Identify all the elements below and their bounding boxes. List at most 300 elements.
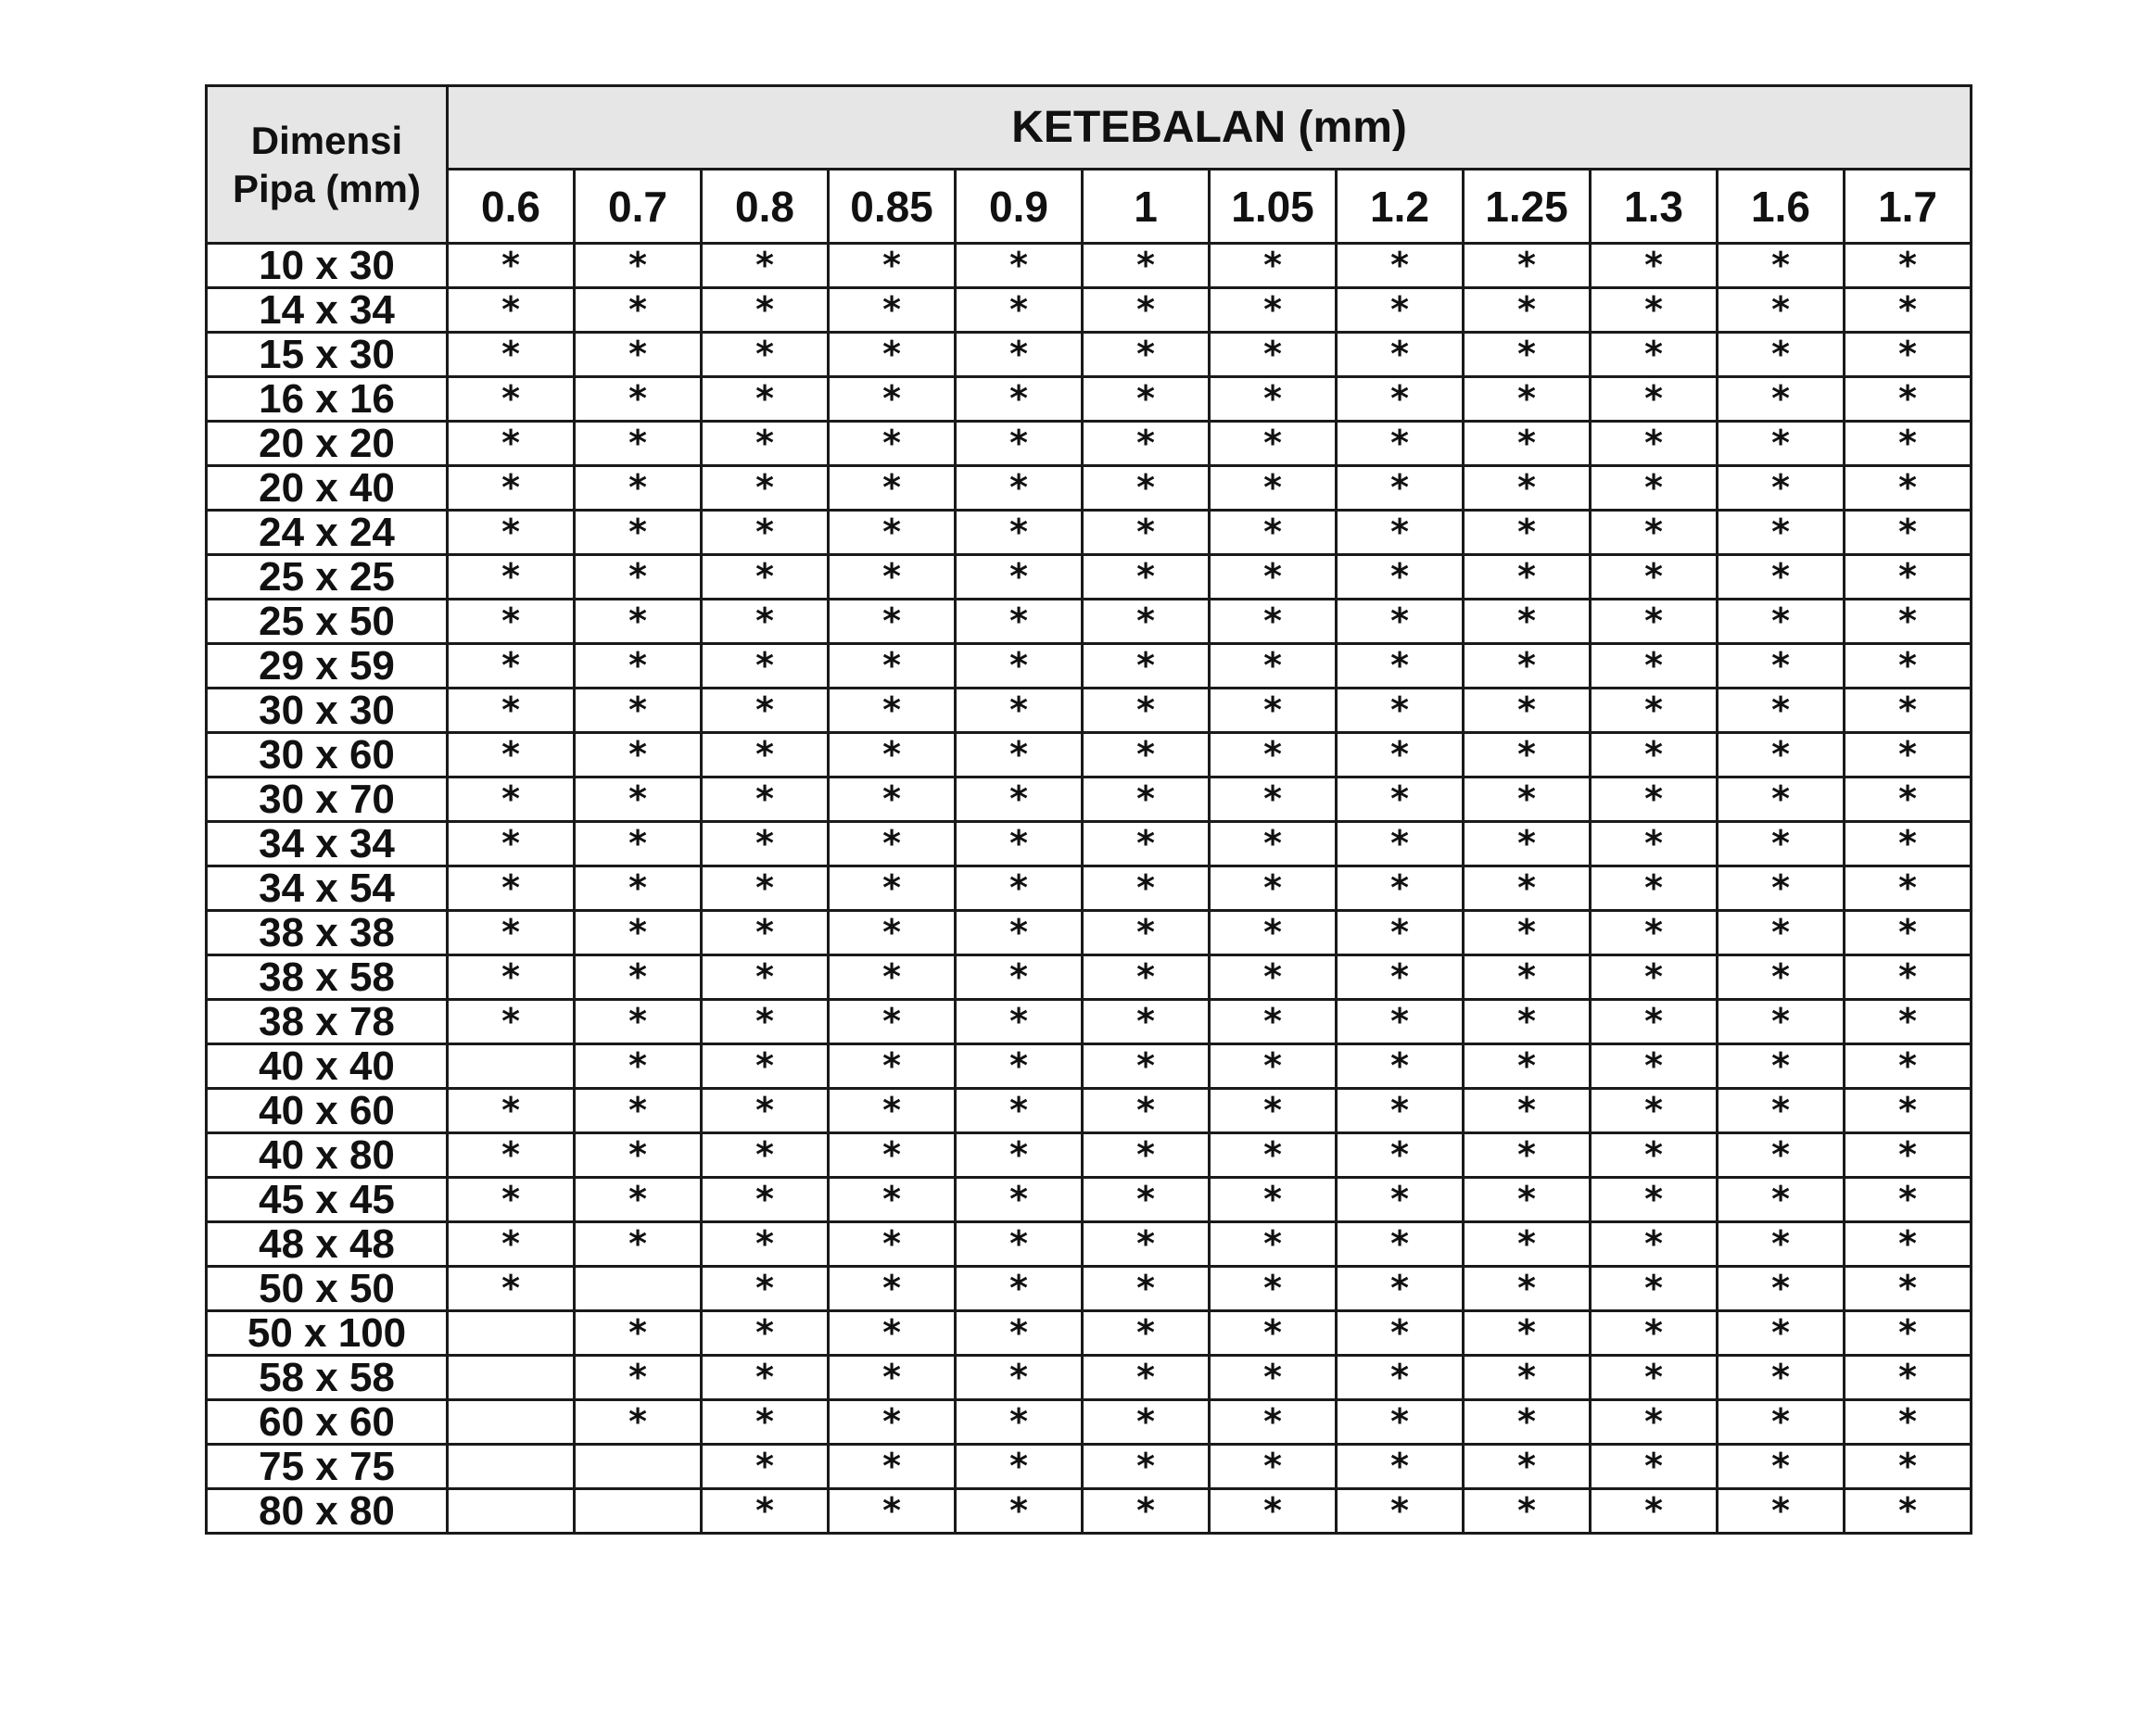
- empty-cell: [448, 1489, 575, 1534]
- availability-mark-cell: *: [1083, 1089, 1210, 1133]
- availability-mark-cell: *: [1591, 1267, 1718, 1311]
- availability-mark-cell: *: [956, 511, 1083, 555]
- availability-mark-cell: *: [575, 1178, 702, 1222]
- availability-mark-cell: *: [1718, 1133, 1845, 1178]
- availability-mark-cell: *: [702, 733, 829, 777]
- availability-mark-cell: *: [1591, 1222, 1718, 1267]
- availability-mark-cell: *: [1210, 955, 1337, 1000]
- availability-mark-cell: *: [956, 777, 1083, 822]
- availability-mark-cell: *: [1718, 1089, 1845, 1133]
- availability-mark-cell: *: [829, 1267, 956, 1311]
- availability-mark-cell: *: [448, 689, 575, 733]
- availability-mark-cell: *: [1591, 1178, 1718, 1222]
- availability-mark-cell: *: [1337, 689, 1464, 733]
- availability-mark-cell: *: [1591, 1489, 1718, 1534]
- availability-mark-cell: *: [1210, 377, 1337, 422]
- availability-mark-cell: *: [1337, 1000, 1464, 1044]
- availability-mark-cell: *: [1337, 244, 1464, 288]
- availability-mark-cell: *: [1718, 1222, 1845, 1267]
- availability-mark-cell: *: [1464, 1400, 1591, 1445]
- availability-mark-cell: *: [1845, 333, 1972, 377]
- dimension-cell: 14 x 34: [207, 288, 448, 333]
- availability-mark-cell: *: [1337, 866, 1464, 911]
- table-body: [207, 244, 1972, 1534]
- dimension-cell: 75 x 75: [207, 1445, 448, 1489]
- table-row: [207, 377, 1972, 422]
- availability-mark-cell: *: [1210, 555, 1337, 600]
- table-row: [207, 1222, 1972, 1267]
- availability-mark-cell: *: [1845, 911, 1972, 955]
- availability-mark-cell: *: [448, 1267, 575, 1311]
- availability-mark-cell: *: [1337, 1489, 1464, 1534]
- availability-mark-cell: *: [1464, 1267, 1591, 1311]
- availability-mark-cell: *: [575, 777, 702, 822]
- availability-mark-cell: *: [1845, 1356, 1972, 1400]
- availability-mark-cell: *: [1464, 777, 1591, 822]
- availability-mark-cell: *: [1210, 1311, 1337, 1356]
- table-row: [207, 1400, 1972, 1445]
- availability-mark-cell: *: [1591, 555, 1718, 600]
- empty-cell: [448, 1445, 575, 1489]
- availability-mark-cell: *: [1337, 733, 1464, 777]
- availability-mark-cell: *: [1210, 1089, 1337, 1133]
- availability-mark-cell: *: [702, 1311, 829, 1356]
- availability-mark-cell: *: [829, 1000, 956, 1044]
- availability-mark-cell: *: [1083, 600, 1210, 644]
- availability-mark-cell: *: [829, 244, 956, 288]
- availability-mark-cell: *: [1464, 1445, 1591, 1489]
- availability-mark-cell: *: [1591, 600, 1718, 644]
- availability-mark-cell: *: [702, 333, 829, 377]
- availability-mark-cell: *: [1337, 600, 1464, 644]
- table-row: [207, 955, 1972, 1000]
- dimension-cell: 45 x 45: [207, 1178, 448, 1222]
- availability-mark-cell: *: [1337, 822, 1464, 866]
- availability-mark-cell: *: [702, 466, 829, 511]
- table-row: [207, 911, 1972, 955]
- availability-mark-cell: *: [1083, 911, 1210, 955]
- availability-mark-cell: *: [702, 822, 829, 866]
- availability-mark-cell: *: [829, 822, 956, 866]
- availability-mark-cell: *: [829, 1489, 956, 1534]
- availability-mark-cell: *: [702, 777, 829, 822]
- availability-mark-cell: *: [575, 1356, 702, 1400]
- empty-cell: [448, 1044, 575, 1089]
- header-row-main: [207, 86, 1972, 170]
- availability-mark-cell: *: [448, 466, 575, 511]
- availability-mark-cell: *: [1464, 244, 1591, 288]
- availability-mark-cell: *: [575, 555, 702, 600]
- dimension-cell: 30 x 70: [207, 777, 448, 822]
- availability-mark-cell: *: [1718, 244, 1845, 288]
- availability-mark-cell: *: [1845, 1445, 1972, 1489]
- availability-mark-cell: *: [1083, 689, 1210, 733]
- availability-mark-cell: *: [829, 1445, 956, 1489]
- availability-mark-cell: *: [1464, 511, 1591, 555]
- availability-mark-cell: *: [448, 288, 575, 333]
- availability-mark-cell: *: [448, 1089, 575, 1133]
- availability-mark-cell: *: [1591, 511, 1718, 555]
- availability-mark-cell: *: [1845, 733, 1972, 777]
- availability-mark-cell: *: [1845, 466, 1972, 511]
- availability-mark-cell: *: [702, 555, 829, 600]
- availability-mark-cell: *: [956, 1178, 1083, 1222]
- availability-mark-cell: *: [1718, 1267, 1845, 1311]
- availability-mark-cell: *: [1337, 377, 1464, 422]
- availability-mark-cell: *: [956, 1044, 1083, 1089]
- dimension-cell: 20 x 40: [207, 466, 448, 511]
- availability-mark-cell: *: [1718, 333, 1845, 377]
- availability-mark-cell: *: [575, 866, 702, 911]
- availability-mark-cell: *: [1083, 1311, 1210, 1356]
- table-row: [207, 1356, 1972, 1400]
- availability-mark-cell: *: [1210, 866, 1337, 911]
- availability-mark-cell: *: [575, 333, 702, 377]
- availability-mark-cell: *: [1083, 1133, 1210, 1178]
- availability-mark-cell: *: [1210, 1445, 1337, 1489]
- availability-mark-cell: *: [1845, 1400, 1972, 1445]
- availability-mark-cell: *: [1210, 1489, 1337, 1534]
- availability-mark-cell: *: [1591, 689, 1718, 733]
- availability-mark-cell: *: [829, 1133, 956, 1178]
- availability-mark-cell: *: [956, 1489, 1083, 1534]
- availability-mark-cell: *: [575, 1089, 702, 1133]
- availability-mark-cell: *: [1464, 1356, 1591, 1400]
- availability-mark-cell: *: [1083, 1267, 1210, 1311]
- dimension-cell: 30 x 30: [207, 689, 448, 733]
- availability-mark-cell: *: [1083, 1044, 1210, 1089]
- availability-mark-cell: *: [448, 1133, 575, 1178]
- availability-mark-cell: *: [1083, 555, 1210, 600]
- thickness-column-header: 1.2: [1337, 170, 1464, 244]
- thickness-column-header: 0.6: [448, 170, 575, 244]
- availability-mark-cell: *: [1591, 911, 1718, 955]
- availability-mark-cell: *: [702, 644, 829, 689]
- availability-mark-cell: *: [1591, 1044, 1718, 1089]
- availability-mark-cell: *: [1845, 777, 1972, 822]
- availability-mark-cell: *: [575, 244, 702, 288]
- availability-mark-cell: *: [1464, 733, 1591, 777]
- availability-mark-cell: *: [448, 555, 575, 600]
- availability-mark-cell: *: [829, 333, 956, 377]
- availability-mark-cell: *: [1464, 689, 1591, 733]
- availability-mark-cell: *: [956, 1445, 1083, 1489]
- availability-mark-cell: *: [1210, 1044, 1337, 1089]
- availability-mark-cell: *: [829, 555, 956, 600]
- availability-mark-cell: *: [1083, 1489, 1210, 1534]
- availability-mark-cell: *: [1845, 689, 1972, 733]
- availability-mark-cell: *: [1210, 333, 1337, 377]
- availability-mark-cell: *: [956, 1311, 1083, 1356]
- table-row: [207, 1089, 1972, 1133]
- table-row: [207, 733, 1972, 777]
- availability-mark-cell: *: [829, 1311, 956, 1356]
- availability-mark-cell: *: [1718, 600, 1845, 644]
- availability-mark-cell: *: [1845, 1044, 1972, 1089]
- availability-mark-cell: *: [448, 866, 575, 911]
- dimension-cell: 50 x 100: [207, 1311, 448, 1356]
- availability-mark-cell: *: [1591, 866, 1718, 911]
- availability-mark-cell: *: [575, 1311, 702, 1356]
- availability-mark-cell: *: [829, 1044, 956, 1089]
- availability-mark-cell: *: [1337, 466, 1464, 511]
- availability-mark-cell: *: [829, 955, 956, 1000]
- table-row: [207, 422, 1972, 466]
- availability-mark-cell: *: [702, 1044, 829, 1089]
- thickness-column-header: 1.7: [1845, 170, 1972, 244]
- availability-mark-cell: *: [702, 244, 829, 288]
- availability-mark-cell: *: [575, 511, 702, 555]
- thickness-column-header: 1.05: [1210, 170, 1337, 244]
- availability-mark-cell: *: [1337, 1311, 1464, 1356]
- availability-mark-cell: *: [1718, 955, 1845, 1000]
- availability-mark-cell: *: [1083, 644, 1210, 689]
- availability-mark-cell: *: [448, 333, 575, 377]
- dimension-cell: 38 x 78: [207, 1000, 448, 1044]
- availability-mark-cell: *: [1083, 1222, 1210, 1267]
- availability-mark-cell: *: [1464, 1133, 1591, 1178]
- availability-mark-cell: *: [1337, 1267, 1464, 1311]
- availability-mark-cell: *: [1083, 822, 1210, 866]
- thickness-column-header: 0.7: [575, 170, 702, 244]
- availability-mark-cell: *: [1464, 422, 1591, 466]
- table-row: [207, 555, 1972, 600]
- availability-mark-cell: *: [829, 1400, 956, 1445]
- availability-mark-cell: *: [829, 911, 956, 955]
- availability-mark-cell: *: [1210, 1178, 1337, 1222]
- availability-mark-cell: *: [1210, 911, 1337, 955]
- availability-mark-cell: *: [1591, 1133, 1718, 1178]
- availability-mark-cell: *: [448, 1000, 575, 1044]
- dimension-cell: 80 x 80: [207, 1489, 448, 1534]
- availability-mark-cell: *: [956, 466, 1083, 511]
- table-row: [207, 822, 1972, 866]
- dimension-cell: 60 x 60: [207, 1400, 448, 1445]
- availability-mark-cell: *: [956, 288, 1083, 333]
- availability-mark-cell: *: [1591, 1000, 1718, 1044]
- thickness-column-header: 1.25: [1464, 170, 1591, 244]
- availability-mark-cell: *: [702, 911, 829, 955]
- availability-mark-cell: *: [575, 644, 702, 689]
- availability-mark-cell: *: [1718, 466, 1845, 511]
- availability-mark-cell: *: [1083, 1000, 1210, 1044]
- table-row: [207, 1267, 1972, 1311]
- thickness-column-header: 0.85: [829, 170, 956, 244]
- availability-mark-cell: *: [702, 1489, 829, 1534]
- availability-mark-cell: *: [1591, 422, 1718, 466]
- table-row: [207, 1178, 1972, 1222]
- empty-cell: [575, 1445, 702, 1489]
- availability-mark-cell: *: [1083, 466, 1210, 511]
- availability-mark-cell: *: [956, 244, 1083, 288]
- availability-mark-cell: *: [575, 822, 702, 866]
- availability-mark-cell: *: [1718, 377, 1845, 422]
- availability-mark-cell: *: [956, 422, 1083, 466]
- availability-mark-cell: *: [1591, 1400, 1718, 1445]
- availability-mark-cell: *: [1083, 866, 1210, 911]
- availability-mark-cell: *: [1464, 1000, 1591, 1044]
- table-row: [207, 244, 1972, 288]
- table-row: [207, 1489, 1972, 1534]
- table-row: [207, 1000, 1972, 1044]
- availability-mark-cell: *: [1083, 244, 1210, 288]
- availability-mark-cell: *: [448, 822, 575, 866]
- availability-mark-cell: *: [448, 600, 575, 644]
- availability-mark-cell: *: [575, 911, 702, 955]
- availability-mark-cell: *: [956, 1267, 1083, 1311]
- availability-mark-cell: *: [1210, 1356, 1337, 1400]
- availability-mark-cell: *: [829, 422, 956, 466]
- availability-mark-cell: *: [702, 1178, 829, 1222]
- availability-mark-cell: *: [1718, 511, 1845, 555]
- availability-mark-cell: *: [1464, 333, 1591, 377]
- availability-mark-cell: *: [829, 1089, 956, 1133]
- table-row: [207, 600, 1972, 644]
- availability-mark-cell: *: [1083, 377, 1210, 422]
- availability-mark-cell: *: [575, 1000, 702, 1044]
- availability-mark-cell: *: [1464, 911, 1591, 955]
- availability-mark-cell: *: [829, 1178, 956, 1222]
- dimension-header: Dimensi Pipa (mm): [207, 86, 448, 244]
- empty-cell: [448, 1400, 575, 1445]
- availability-mark-cell: *: [1464, 1222, 1591, 1267]
- availability-mark-cell: *: [1464, 1089, 1591, 1133]
- availability-mark-cell: *: [575, 377, 702, 422]
- availability-mark-cell: *: [702, 1445, 829, 1489]
- availability-mark-cell: *: [1591, 1089, 1718, 1133]
- thickness-columns-row: [207, 170, 1972, 244]
- availability-mark-cell: *: [702, 600, 829, 644]
- availability-mark-cell: *: [1718, 866, 1845, 911]
- availability-mark-cell: *: [1337, 955, 1464, 1000]
- availability-mark-cell: *: [956, 1133, 1083, 1178]
- dimension-cell: 24 x 24: [207, 511, 448, 555]
- availability-mark-cell: *: [1845, 288, 1972, 333]
- dimension-cell: 38 x 38: [207, 911, 448, 955]
- availability-mark-cell: *: [956, 555, 1083, 600]
- availability-mark-cell: *: [956, 1356, 1083, 1400]
- availability-mark-cell: *: [1845, 377, 1972, 422]
- thickness-column-header: 1.6: [1718, 170, 1845, 244]
- availability-mark-cell: *: [1337, 511, 1464, 555]
- empty-cell: [448, 1356, 575, 1400]
- availability-mark-cell: *: [575, 422, 702, 466]
- table-row: [207, 466, 1972, 511]
- availability-mark-cell: *: [1591, 822, 1718, 866]
- availability-mark-cell: *: [1464, 466, 1591, 511]
- availability-mark-cell: *: [1083, 1400, 1210, 1445]
- thickness-column-header: 0.8: [702, 170, 829, 244]
- availability-mark-cell: *: [448, 955, 575, 1000]
- availability-mark-cell: *: [1845, 644, 1972, 689]
- availability-mark-cell: *: [1718, 1445, 1845, 1489]
- availability-mark-cell: *: [1591, 1311, 1718, 1356]
- availability-mark-cell: *: [1210, 1000, 1337, 1044]
- dimension-cell: 40 x 40: [207, 1044, 448, 1089]
- availability-mark-cell: *: [575, 466, 702, 511]
- thickness-column-header: 0.9: [956, 170, 1083, 244]
- availability-mark-cell: *: [1718, 822, 1845, 866]
- availability-mark-cell: *: [1591, 244, 1718, 288]
- availability-mark-cell: *: [956, 911, 1083, 955]
- availability-mark-cell: *: [575, 600, 702, 644]
- availability-mark-cell: *: [702, 1400, 829, 1445]
- table-row: [207, 1044, 1972, 1089]
- dimension-cell: 34 x 54: [207, 866, 448, 911]
- availability-mark-cell: *: [1464, 866, 1591, 911]
- table-row: [207, 866, 1972, 911]
- availability-mark-cell: *: [1845, 422, 1972, 466]
- availability-mark-cell: *: [1718, 1044, 1845, 1089]
- availability-mark-cell: *: [829, 600, 956, 644]
- availability-mark-cell: *: [702, 866, 829, 911]
- availability-mark-cell: *: [1464, 1311, 1591, 1356]
- table-row: [207, 511, 1972, 555]
- dimension-cell: 15 x 30: [207, 333, 448, 377]
- availability-mark-cell: *: [575, 1400, 702, 1445]
- availability-mark-cell: *: [702, 377, 829, 422]
- dimension-cell: 38 x 58: [207, 955, 448, 1000]
- availability-mark-cell: *: [575, 733, 702, 777]
- availability-mark-cell: *: [1464, 377, 1591, 422]
- availability-mark-cell: *: [1337, 1089, 1464, 1133]
- availability-mark-cell: *: [829, 644, 956, 689]
- availability-mark-cell: *: [1083, 333, 1210, 377]
- availability-mark-cell: *: [1337, 1178, 1464, 1222]
- availability-mark-cell: *: [1464, 1489, 1591, 1534]
- availability-mark-cell: *: [1337, 1133, 1464, 1178]
- availability-mark-cell: *: [1210, 733, 1337, 777]
- availability-mark-cell: *: [829, 689, 956, 733]
- availability-mark-cell: *: [448, 377, 575, 422]
- availability-mark-cell: *: [829, 1222, 956, 1267]
- availability-mark-cell: *: [1845, 1267, 1972, 1311]
- availability-mark-cell: *: [702, 1356, 829, 1400]
- availability-mark-cell: *: [1464, 1178, 1591, 1222]
- availability-mark-cell: *: [956, 866, 1083, 911]
- dimension-cell: 34 x 34: [207, 822, 448, 866]
- dimension-cell: 20 x 20: [207, 422, 448, 466]
- dimension-cell: 48 x 48: [207, 1222, 448, 1267]
- availability-mark-cell: *: [575, 689, 702, 733]
- table-row: [207, 1133, 1972, 1178]
- dimension-cell: 29 x 59: [207, 644, 448, 689]
- availability-mark-cell: *: [1337, 288, 1464, 333]
- availability-mark-cell: *: [1337, 644, 1464, 689]
- availability-mark-cell: *: [1845, 244, 1972, 288]
- availability-mark-cell: *: [1591, 288, 1718, 333]
- pipe-thickness-table: [205, 84, 1972, 1535]
- table-row: [207, 689, 1972, 733]
- availability-mark-cell: *: [1337, 555, 1464, 600]
- table-row: [207, 644, 1972, 689]
- availability-mark-cell: *: [1845, 1089, 1972, 1133]
- availability-mark-cell: *: [1718, 777, 1845, 822]
- availability-mark-cell: *: [1845, 866, 1972, 911]
- table-row: [207, 1445, 1972, 1489]
- availability-mark-cell: *: [1718, 1356, 1845, 1400]
- availability-mark-cell: *: [1591, 1445, 1718, 1489]
- availability-mark-cell: *: [575, 1044, 702, 1089]
- availability-mark-cell: *: [1464, 288, 1591, 333]
- availability-mark-cell: *: [956, 822, 1083, 866]
- dimension-cell: 58 x 58: [207, 1356, 448, 1400]
- availability-mark-cell: *: [1718, 1311, 1845, 1356]
- availability-mark-cell: *: [1083, 1356, 1210, 1400]
- availability-mark-cell: *: [702, 1089, 829, 1133]
- thickness-header: KETEBALAN (mm): [448, 86, 1972, 170]
- availability-mark-cell: *: [1337, 1356, 1464, 1400]
